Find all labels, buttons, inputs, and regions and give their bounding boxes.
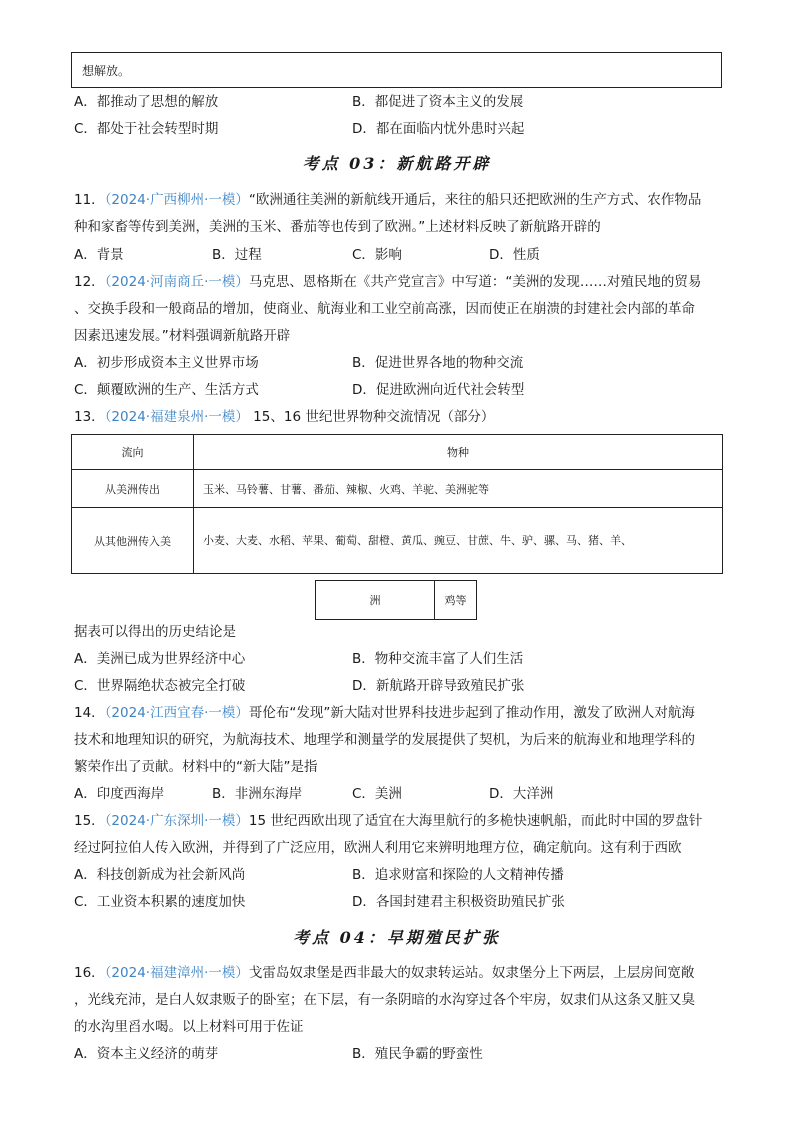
table-cell-species: 小麦、大麦、水稻、苹果、葡萄、甜橙、黄瓜、豌豆、甘蔗、牛、驴、骡、马、猪、羊、 [194,508,723,574]
q15-number: 15． [74,813,105,829]
overflow-direction: 洲 [316,581,435,620]
table-row [72,508,723,574]
q16-stem-line-3: 的水沟里舀水喝。以上材料可用于佐证 [74,1019,304,1035]
q13-stem-line-1 [74,407,724,427]
q11-option-d[interactable]: D．性质 [489,247,540,263]
q10-option-b[interactable]: B．都促进了资本主义的发展 [352,94,524,110]
q13-option-d[interactable]: D．新航路开辟导致殖民扩张 [352,678,525,694]
q14-source: （2024·江西宜春·一模） [104,705,249,721]
q13-text: 15、16 世纪世界物种交流情况（部分） [248,409,495,425]
table-header-direction: 流向 [72,435,194,470]
table-cell-direction: 从其他洲传入美 [72,508,194,574]
q11-text: “欧洲通往美洲的新航线开通后，来往的船只还把欧洲的生产方式、农作物品 [248,192,702,208]
q14-option-c[interactable]: C．美洲 [352,786,402,802]
q12-option-a[interactable]: A．初步形成资本主义世界市场 [74,355,259,371]
q14-option-d[interactable]: D．大洋洲 [489,786,554,802]
table-row [72,470,723,508]
q11-source: （2024·广西柳州·一模） [104,192,249,208]
q16-stem-line-2: ，光线充沛，是白人奴隶贩子的卧室；在下层，有一条阴暗的水沟穿过各个牢房，奴隶们从这条又脏又臭 [74,992,695,1008]
continued-material-text: 想解放。 [82,64,131,78]
q14-option-b[interactable]: B．非洲东海岸 [212,786,303,802]
q12-text: 马克思、恩格斯在《共产党宣言》中写道：“美洲的发现……对殖民地的贸易 [248,274,702,290]
q12-option-d[interactable]: D．促进欧洲向近代社会转型 [352,382,525,398]
table-overflow-fragment [315,580,477,620]
q15-option-a[interactable]: A．科技创新成为社会新风尚 [74,867,246,883]
q12-option-b[interactable]: B．促进世界各地的物种交流 [352,355,524,371]
q12-stem-line-1 [74,272,724,292]
q15-option-c[interactable]: C．工业资本积累的速度加快 [74,894,246,910]
q13-option-b[interactable]: B．物种交流丰富了人们生活 [352,651,524,667]
table-header-row [72,435,723,470]
continued-material-box [71,52,722,88]
table-cell-direction: 从美洲传出 [72,470,194,508]
q16-number: 16． [74,965,105,981]
q12-stem-line-3: 因素迅速发展。”材料强调新航路开辟 [74,328,291,344]
q14-stem-line-3: 繁荣作出了贡献。材料中的“新大陆”是指 [74,759,318,775]
q15-text: 15 世纪西欧出现了适宜在大海里航行的多桅快速帆船，而此时中国的罗盘针 [248,813,703,829]
q16-text: 戈雷岛奴隶堡是西非最大的奴隶转运站。奴隶堡分上下两层，上层房间宽敞 [248,965,695,981]
q10-option-a[interactable]: A．都推动了思想的解放 [74,94,219,110]
q11-stem-line-1 [74,190,724,210]
table-cell-species: 玉米、马铃薯、甘薯、番茄、辣椒、火鸡、羊驼、美洲驼等 [194,470,723,508]
q14-stem-line-2: 技术和地理知识的研究，为航海技术、地理学和测量学的发展提供了契机，为后来的航海业和地理学科的 [74,732,695,748]
section-heading-3: 考点 03：新航路开辟 [302,154,492,173]
q10-option-c[interactable]: C．都处于社会转型时期 [74,121,219,137]
q13-option-c[interactable]: C．世界隔绝状态被完全打破 [74,678,246,694]
q11-stem-line-2: 种和家畜等传到美洲，美洲的玉米、番茄等也传到了欧洲。”上述材料反映了新航路开辟的 [74,219,601,235]
q11-option-b[interactable]: B．过程 [212,247,262,263]
q14-stem-line-1 [74,703,724,723]
q15-source: （2024·广东深圳·一模） [104,813,249,829]
q15-stem-line-2: 经过阿拉伯人传入欧洲，并得到了广泛应用，欧洲人利用它来辨明地理方位，确定航向。这有利于西欧 [74,840,682,856]
q16-option-a[interactable]: A．资本主义经济的萌芽 [74,1046,219,1062]
q13-number: 13． [74,409,105,425]
section-heading-4: 考点 04：早期殖民扩张 [293,928,501,947]
q10-option-d[interactable]: D．都在面临内忧外患时兴起 [352,121,525,137]
q12-number: 12． [74,274,105,290]
q14-number: 14． [74,705,105,721]
q12-stem-line-2: 、交换手段和一般商品的增加，使商业、航海业和工业空前高涨，因而使正在崩溃的封建社会内部的革命 [74,301,695,317]
q14-text: 哥伦布“发现”新大陆对世界科技进步起到了推动作用，激发了欧洲人对航海 [248,705,695,721]
q15-option-b[interactable]: B．追求财富和探险的人文精神传播 [352,867,564,883]
q16-source: （2024·福建漳州·一模） [104,965,249,981]
q16-stem-line-1 [74,963,724,983]
overflow-species: 鸡等 [435,581,477,620]
species-exchange-table [71,434,723,574]
q11-number: 11． [74,192,105,208]
q14-option-a[interactable]: A．印度西海岸 [74,786,165,802]
q13-option-a[interactable]: A．美洲已成为世界经济中心 [74,651,246,667]
q16-option-b[interactable]: B．殖民争霸的野蛮性 [352,1046,483,1062]
table-header-species: 物种 [194,435,723,470]
q13-source: （2024·福建泉州·一模） [104,409,249,425]
q12-source: （2024·河南商丘·一模） [104,274,249,290]
q12-option-c[interactable]: C．颠覆欧洲的生产、生活方式 [74,382,259,398]
q11-option-c[interactable]: C．影响 [352,247,402,263]
q11-option-a[interactable]: A．背景 [74,247,124,263]
q13-stem-line-2: 据表可以得出的历史结论是 [74,624,236,640]
q15-stem-line-1 [74,811,724,831]
q15-option-d[interactable]: D．各国封建君主积极资助殖民扩张 [352,894,565,910]
